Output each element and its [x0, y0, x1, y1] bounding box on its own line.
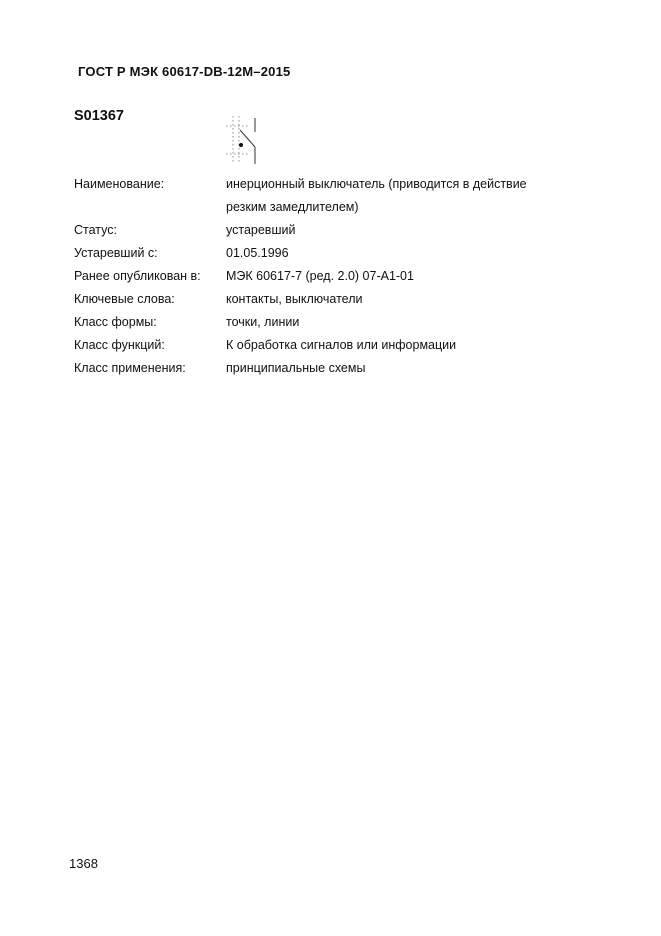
property-value: 01.05.1996 — [226, 246, 289, 260]
property-value — [226, 173, 594, 219]
page-number: 1368 — [69, 856, 98, 871]
property-label: Ключевые слова: — [74, 292, 175, 306]
document-header: ГОСТ Р МЭК 60617-DB-12M–2015 — [78, 64, 291, 79]
property-value: контакты, выключатели — [226, 292, 363, 306]
property-label: Наименование: — [74, 177, 165, 191]
property-row-name — [74, 173, 594, 219]
property-value: К обработка сигналов или информации — [226, 338, 457, 352]
property-value: принципиальные схемы — [226, 361, 366, 375]
property-row-status — [74, 219, 594, 242]
property-row-application-class — [74, 357, 594, 380]
property-label: Ранее опубликован в: — [74, 269, 201, 283]
property-row-obsolete-since — [74, 242, 594, 265]
property-value-line: инерционный выключатель (приводится в действие — [226, 177, 527, 191]
property-row-function-class — [74, 334, 594, 357]
property-list — [74, 173, 594, 380]
property-row-keywords — [74, 288, 594, 311]
property-value: МЭК 60617-7 (ред. 2.0) 07-А1-01 — [226, 269, 414, 283]
property-value: точки, линии — [226, 315, 300, 329]
property-value: устаревший — [226, 223, 296, 237]
property-row-shape-class — [74, 311, 594, 334]
property-row-previously-published — [74, 265, 594, 288]
property-value-line: резким замедлителем) — [226, 200, 359, 214]
property-label: Класс формы: — [74, 315, 157, 329]
property-label: Устаревший с: — [74, 246, 158, 260]
property-label: Класс применения: — [74, 361, 186, 375]
property-label: Класс функций: — [74, 338, 165, 352]
property-label: Статус: — [74, 223, 117, 237]
symbol-code: S01367 — [74, 108, 124, 124]
inertia-switch-symbol-icon — [220, 114, 270, 168]
